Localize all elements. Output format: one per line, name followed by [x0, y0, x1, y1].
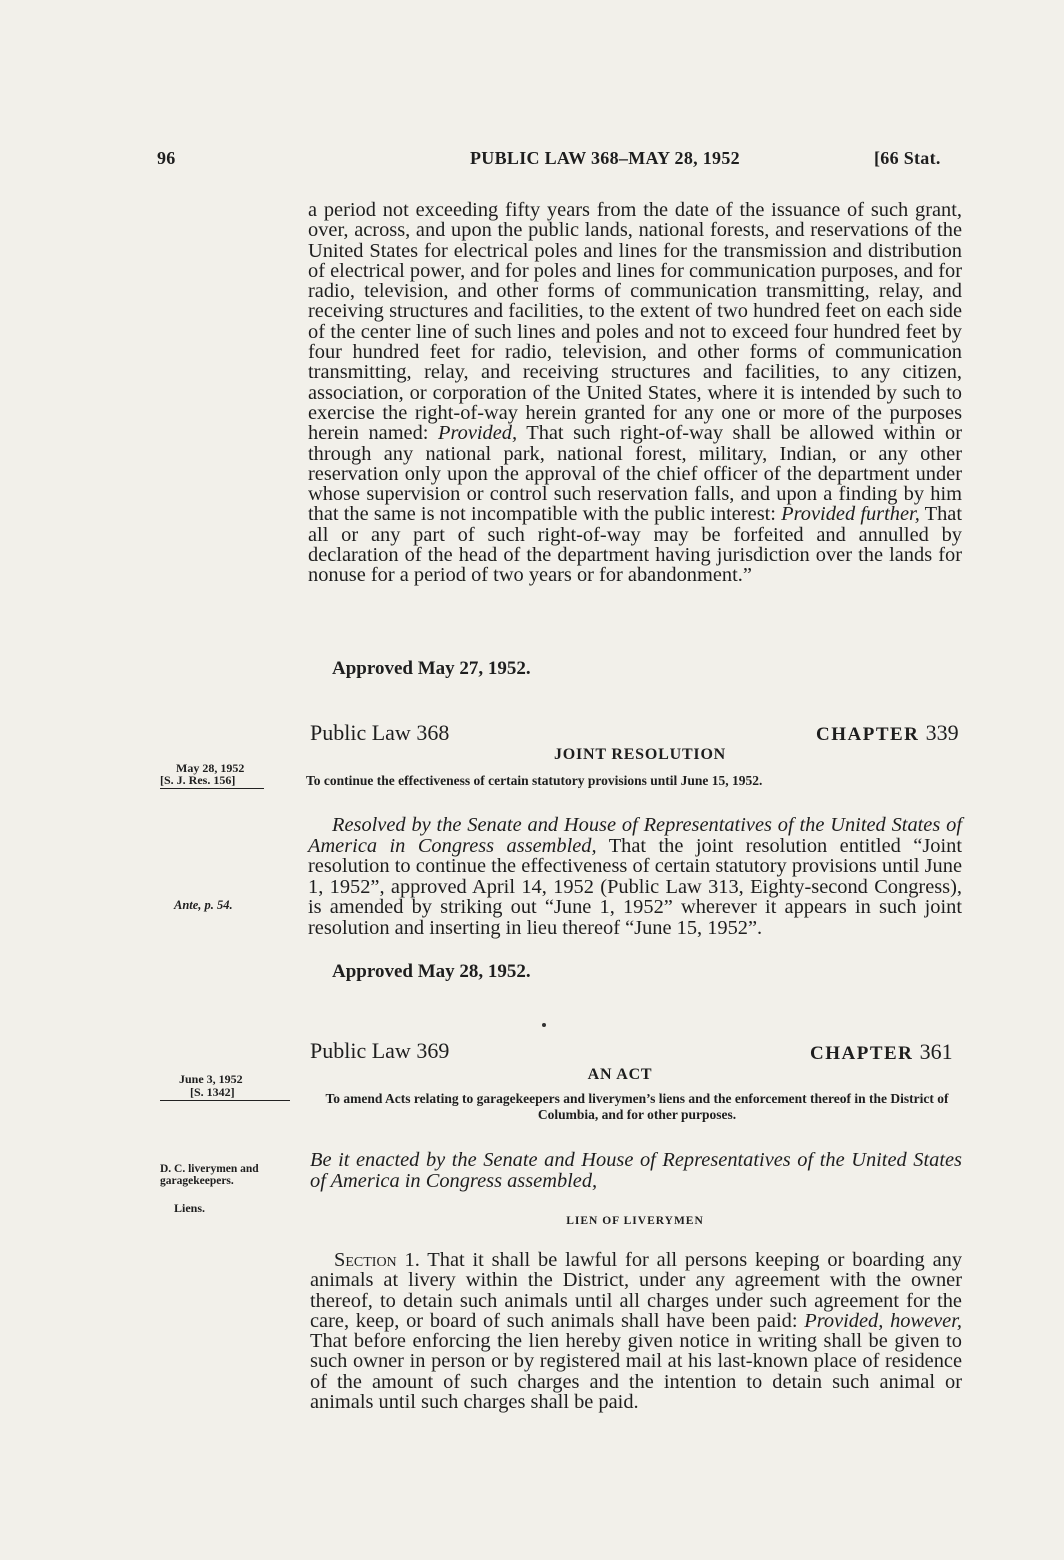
page-dot: [542, 1023, 546, 1027]
an-act-heading: AN ACT: [587, 1066, 653, 1083]
joint-resolution-heading: JOINT RESOLUTION: [553, 746, 727, 763]
chapter-361: [810, 1039, 953, 1065]
resolving-clause: Resolved by the Senate and House of Representatives of the United States of America in Congress assembled,: [308, 814, 962, 857]
section-text-2: That before enforcing the lien hereby given notice in writing shall be given to such owner in person or by registered mail at his last-known place of residence of the amount of such charges and the intention to detain such animal or animals until such charges shall be paid.: [310, 1330, 962, 1414]
proviso-further-italic: Provided further,: [781, 503, 920, 526]
purpose-369: To amend Acts relating to garagekeepers and liverymen’s liens and the enforcement thereof in the District of Columbia, and for other purposes.: [325, 1091, 949, 1122]
margin-date-368: May 28, 1952: [176, 761, 245, 775]
resolution-paragraph: [308, 815, 962, 938]
chapter-number: 361: [919, 1039, 953, 1064]
section-text-1: That it shall be lawful for all persons keeping or boarding any animals at livery within the District, under any agreement with the owner thereof, to detain such animals until all charges under such agreement for the care, keep, or board of such animals shall have been paid:: [310, 1249, 963, 1332]
chapter-339: [816, 720, 959, 746]
section-heading: LIEN OF LIVERYMEN: [566, 1215, 704, 1227]
section-1-paragraph: [310, 1250, 962, 1412]
purpose-368: To continue the effectiveness of certain statutory provisions until June 15, 1952.: [306, 773, 763, 788]
margin-date-369: June 3, 1952: [179, 1072, 243, 1086]
proviso-text: That such right-of-way shall be allowed within or through any national park, national forest, military, Indian, or any other reservation only upon the approval of the chief officer of the department under whose supervision or control such reservation falls, and upon a finding by him that the same is not incompatible with the public interest:: [308, 422, 962, 526]
chapter-number: 339: [925, 720, 959, 745]
chapter-word: CHAPTER: [816, 724, 920, 745]
section-proviso-italic: Provided, however,: [804, 1309, 962, 1332]
public-law-369-title: Public Law 369: [310, 1038, 450, 1063]
approved-may-27: Approved May 27, 1952.: [332, 658, 531, 679]
proviso-italic: Provided,: [438, 422, 518, 445]
chapter-word: CHAPTER: [810, 1043, 914, 1064]
proviso-further-text: That all or any part of such right-of-way may be forfeited and annulled by declaration of the head of the department having jurisdiction over the lands for nonuse for a period of two years or for abandonment.”: [308, 503, 963, 587]
margin-ref-368: [S. J. Res. 156]: [160, 774, 264, 789]
resolution-text: That the joint resolution entitled “Joint resolution to continue the effectiveness of certain statutory provisions until June 1, 1952”, approved April 14, 1952 (Public Law 313, Eighty-second Congress), is amended by striking out “June 1, 1952” wherever it appears in such joint resolution and inserting in lieu thereof “June 15, 1952”.: [308, 834, 962, 939]
continuation-paragraph: [308, 200, 962, 586]
continuation-text: a period not exceeding fifty years from the date of the issuance of such grant, over, across, and upon the public lands, national forests, and reservations of the United States for electrical poles and lines for the transmission and distribution of electrical power, and for poles and lines for communication purposes, and for radio, television, and other forms of communication transmitting, relay, and receiving structures and facilities, to the extent of two hundred feet on each side of the center line of such lines and poles and not to exceed four hundred feet by four hundred feet for radio, television, and other forms of communication transmitting, relay, and receiving structures and facilities, to any citizen, association, or corporation of the United States, where it is intended by such to exercise the right-of-way herein granted for any one or more of the purposes herein named:: [308, 199, 962, 445]
section-label: Section 1.: [334, 1249, 420, 1271]
margin-note-liverymen: D. C. liverymen and garagekeepers.: [160, 1163, 259, 1187]
page-number: 96: [157, 148, 176, 168]
running-title: PUBLIC LAW 368–MAY 28, 1952: [470, 148, 740, 168]
margin-ref-369: [S. 1342]: [160, 1086, 290, 1101]
margin-note-liens: Liens.: [174, 1201, 206, 1215]
enacting-clause: Be it enacted by the Senate and House of Representatives of the United States of America in Congress assembled,: [310, 1149, 962, 1192]
approved-may-28: Approved May 28, 1952.: [332, 961, 531, 982]
volume-reference: [66 Stat.: [874, 148, 941, 168]
margin-note-ante: Ante, p. 54.: [174, 898, 233, 912]
public-law-368-title: Public Law 368: [310, 720, 450, 745]
